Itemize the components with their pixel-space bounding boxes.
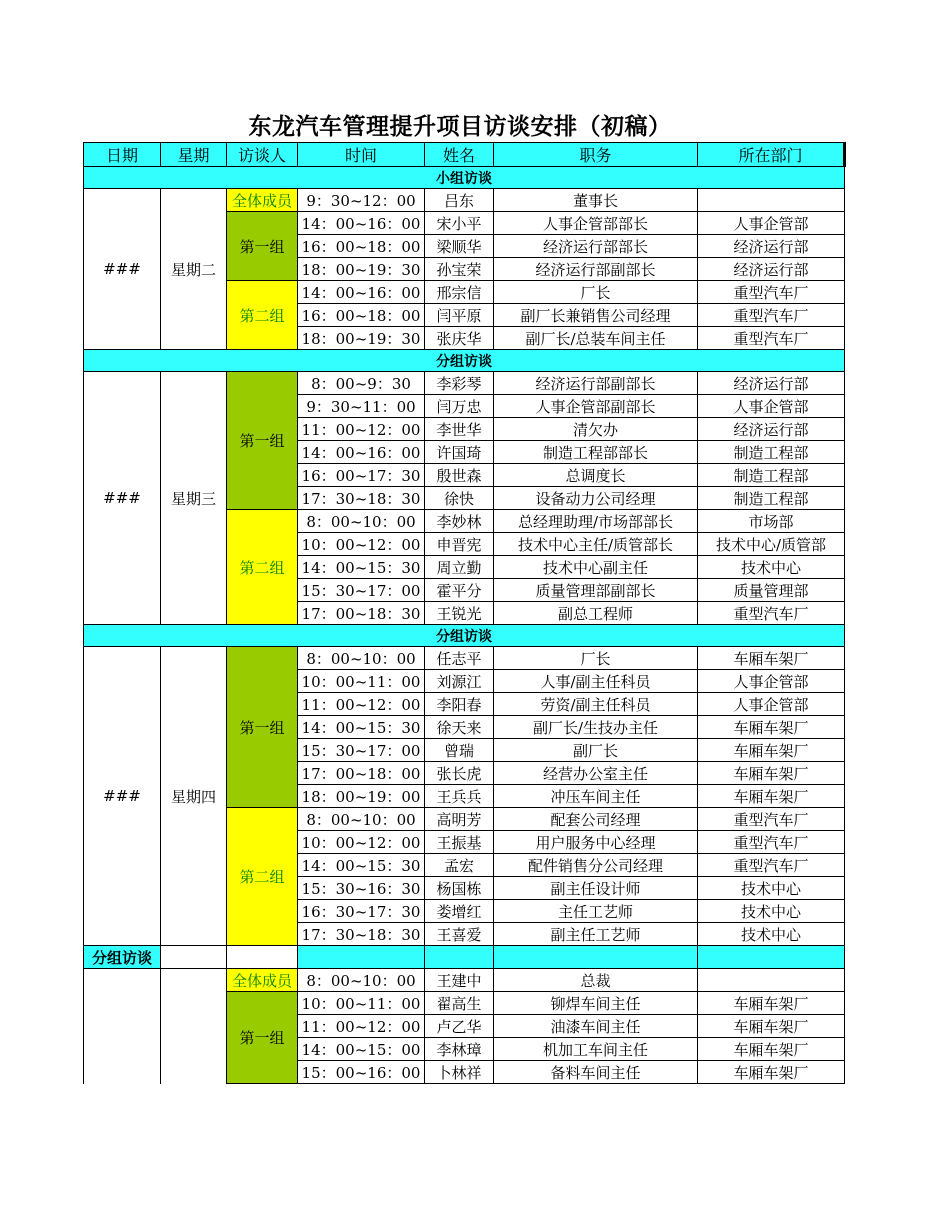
weekday-cell — [161, 969, 227, 1084]
position-cell: 经济运行部副部长 — [494, 258, 698, 281]
position-cell: 副厂长/总装车间主任 — [494, 327, 698, 350]
interview-schedule-table — [83, 142, 846, 1084]
section-cell-fill — [298, 946, 425, 969]
section-title: 小组访谈 — [84, 167, 845, 189]
position-cell: 人事/副主任科员 — [494, 670, 698, 693]
department-cell: 质量管理部 — [698, 579, 845, 602]
time-cell: 11：00~12：00 — [298, 693, 425, 716]
time-cell: 11：00~12：00 — [298, 418, 425, 441]
position-cell: 副厂长 — [494, 739, 698, 762]
position-cell: 质量管理部副部长 — [494, 579, 698, 602]
name-cell: 殷世森 — [425, 464, 494, 487]
position-cell: 配件销售分公司经理 — [494, 854, 698, 877]
section-row — [84, 946, 845, 969]
position-cell: 配套公司经理 — [494, 808, 698, 831]
name-cell: 许国琦 — [425, 441, 494, 464]
position-cell: 主任工艺师 — [494, 900, 698, 923]
name-cell: 高明芳 — [425, 808, 494, 831]
group-label: 全体成员 — [227, 189, 298, 212]
date-cell: ### — [84, 647, 161, 946]
name-cell: 闫万忠 — [425, 395, 494, 418]
time-cell: 8：00~10：00 — [298, 808, 425, 831]
name-cell: 徐快 — [425, 487, 494, 510]
time-cell: 8：00~9：30 — [298, 372, 425, 395]
weekday-cell: 星期二 — [161, 189, 227, 350]
position-cell: 技术中心副主任 — [494, 556, 698, 579]
department-cell: 技术中心 — [698, 556, 845, 579]
name-cell: 张庆华 — [425, 327, 494, 350]
section-cell-blank — [161, 946, 227, 969]
position-cell: 人事企管部副部长 — [494, 395, 698, 418]
department-cell: 重型汽车厂 — [698, 854, 845, 877]
position-cell: 冲压车间主任 — [494, 785, 698, 808]
time-cell: 14：00~15：30 — [298, 556, 425, 579]
header-interviewer: 访谈人 — [227, 143, 298, 167]
department-cell: 技术中心 — [698, 877, 845, 900]
department-cell: 车厢车架厂 — [698, 739, 845, 762]
department-cell: 经济运行部 — [698, 235, 845, 258]
department-cell: 重型汽车厂 — [698, 304, 845, 327]
time-cell: 17：30~18：30 — [298, 923, 425, 946]
department-cell: 人事企管部 — [698, 212, 845, 235]
department-cell: 制造工程部 — [698, 464, 845, 487]
department-cell: 重型汽车厂 — [698, 281, 845, 304]
name-cell: 翟高生 — [425, 992, 494, 1015]
name-cell: 娄增红 — [425, 900, 494, 923]
department-cell: 制造工程部 — [698, 487, 845, 510]
name-cell: 李妙林 — [425, 510, 494, 533]
name-cell: 孟宏 — [425, 854, 494, 877]
group-label: 第二组 — [227, 808, 298, 946]
weekday-cell: 星期四 — [161, 647, 227, 946]
time-cell: 14：00~16：00 — [298, 441, 425, 464]
department-cell: 技术中心 — [698, 900, 845, 923]
section-row — [84, 625, 845, 647]
department-cell: 人事企管部 — [698, 693, 845, 716]
time-cell: 8：00~10：00 — [298, 510, 425, 533]
group-label: 第一组 — [227, 372, 298, 510]
department-cell: 车厢车架厂 — [698, 1038, 845, 1061]
time-cell: 8：00~10：00 — [298, 647, 425, 670]
department-cell: 经济运行部 — [698, 258, 845, 281]
date-cell: ### — [84, 372, 161, 625]
section-cell-fill — [698, 946, 845, 969]
section-title: 分组访谈 — [84, 350, 845, 372]
position-cell: 劳资/副主任科员 — [494, 693, 698, 716]
name-cell: 王喜爱 — [425, 923, 494, 946]
section-cell-blank — [227, 946, 298, 969]
page-title: 东龙汽车管理提升项目访谈安排（初稿） — [248, 114, 672, 140]
time-cell: 9：30~12：00 — [298, 189, 425, 212]
position-cell: 副总工程师 — [494, 602, 698, 625]
department-cell: 重型汽车厂 — [698, 327, 845, 350]
section-cell-fill — [425, 946, 494, 969]
department-cell: 人事企管部 — [698, 670, 845, 693]
department-cell: 车厢车架厂 — [698, 647, 845, 670]
department-cell: 人事企管部 — [698, 395, 845, 418]
time-cell: 10：00~11：00 — [298, 670, 425, 693]
time-cell: 16：30~17：30 — [298, 900, 425, 923]
position-cell: 总调度长 — [494, 464, 698, 487]
name-cell: 吕东 — [425, 189, 494, 212]
group-label: 第一组 — [227, 647, 298, 808]
department-cell: 技术中心/质管部 — [698, 533, 845, 556]
header-time: 时间 — [298, 143, 425, 167]
time-cell: 17：00~18：30 — [298, 602, 425, 625]
time-cell: 10：00~12：00 — [298, 533, 425, 556]
header-position: 职务 — [494, 143, 698, 167]
group-label: 第一组 — [227, 212, 298, 281]
name-cell: 李阳春 — [425, 693, 494, 716]
name-cell: 霍平分 — [425, 579, 494, 602]
time-cell: 15：30~17：00 — [298, 739, 425, 762]
department-cell — [698, 969, 845, 992]
group-label: 第一组 — [227, 992, 298, 1084]
time-cell: 14：00~16：00 — [298, 212, 425, 235]
section-title: 分组访谈 — [84, 946, 161, 969]
name-cell: 王建中 — [425, 969, 494, 992]
time-cell: 9：30~11：00 — [298, 395, 425, 418]
department-cell: 车厢车架厂 — [698, 762, 845, 785]
group-label: 第二组 — [227, 510, 298, 625]
date-cell — [84, 969, 161, 1084]
section-cell-fill — [494, 946, 698, 969]
department-cell: 车厢车架厂 — [698, 992, 845, 1015]
department-cell: 制造工程部 — [698, 441, 845, 464]
position-cell: 人事企管部部长 — [494, 212, 698, 235]
time-cell: 8：00~10：00 — [298, 969, 425, 992]
position-cell: 董事长 — [494, 189, 698, 212]
position-cell: 铆焊车间主任 — [494, 992, 698, 1015]
name-cell: 曾瑞 — [425, 739, 494, 762]
time-cell: 14：00~16：00 — [298, 281, 425, 304]
department-cell: 车厢车架厂 — [698, 785, 845, 808]
department-cell: 技术中心 — [698, 923, 845, 946]
name-cell: 李彩琴 — [425, 372, 494, 395]
time-cell: 18：00~19：30 — [298, 258, 425, 281]
header-weekday: 星期 — [161, 143, 227, 167]
position-cell: 副主任设计师 — [494, 877, 698, 900]
name-cell: 卜林祥 — [425, 1061, 494, 1084]
name-cell: 张长虎 — [425, 762, 494, 785]
position-cell: 总裁 — [494, 969, 698, 992]
position-cell: 技术中心主任/质管部长 — [494, 533, 698, 556]
name-cell: 闫平原 — [425, 304, 494, 327]
group-label: 全体成员 — [227, 969, 298, 992]
name-cell: 李林璋 — [425, 1038, 494, 1061]
weekday-cell: 星期三 — [161, 372, 227, 625]
department-cell: 重型汽车厂 — [698, 808, 845, 831]
time-cell: 14：00~15：00 — [298, 1038, 425, 1061]
department-cell: 重型汽车厂 — [698, 602, 845, 625]
position-cell: 清欠办 — [494, 418, 698, 441]
section-row — [84, 167, 845, 189]
position-cell: 副主任工艺师 — [494, 923, 698, 946]
time-cell: 10：00~11：00 — [298, 992, 425, 1015]
time-cell: 14：00~15：30 — [298, 716, 425, 739]
department-cell: 车厢车架厂 — [698, 1015, 845, 1038]
name-cell: 孙宝荣 — [425, 258, 494, 281]
department-cell: 车厢车架厂 — [698, 1061, 845, 1084]
position-cell: 油漆车间主任 — [494, 1015, 698, 1038]
position-cell: 厂长 — [494, 647, 698, 670]
position-cell: 厂长 — [494, 281, 698, 304]
date-cell: ### — [84, 189, 161, 350]
name-cell: 李世华 — [425, 418, 494, 441]
header-department: 所在部门 — [698, 143, 845, 167]
position-cell: 备料车间主任 — [494, 1061, 698, 1084]
position-cell: 总经理助理/市场部部长 — [494, 510, 698, 533]
time-cell: 17：00~18：00 — [298, 762, 425, 785]
time-cell: 14：00~15：30 — [298, 854, 425, 877]
time-cell: 15：30~17：00 — [298, 579, 425, 602]
department-cell: 车厢车架厂 — [698, 716, 845, 739]
name-cell: 任志平 — [425, 647, 494, 670]
time-cell: 18：00~19：30 — [298, 327, 425, 350]
department-cell: 市场部 — [698, 510, 845, 533]
group-label: 第二组 — [227, 281, 298, 350]
name-cell: 周立勤 — [425, 556, 494, 579]
department-cell: 重型汽车厂 — [698, 831, 845, 854]
table-row — [84, 189, 845, 212]
department-cell: 经济运行部 — [698, 372, 845, 395]
section-title: 分组访谈 — [84, 625, 845, 647]
position-cell: 经营办公室主任 — [494, 762, 698, 785]
position-cell: 经济运行部部长 — [494, 235, 698, 258]
section-row — [84, 350, 845, 372]
name-cell: 刘源江 — [425, 670, 494, 693]
department-cell — [698, 189, 845, 212]
table-row — [84, 969, 845, 992]
name-cell: 申晋宪 — [425, 533, 494, 556]
time-cell: 15：30~16：30 — [298, 877, 425, 900]
time-cell: 11：00~12：00 — [298, 1015, 425, 1038]
position-cell: 设备动力公司经理 — [494, 487, 698, 510]
name-cell: 王兵兵 — [425, 785, 494, 808]
header-name: 姓名 — [425, 143, 494, 167]
time-cell: 16：00~17：30 — [298, 464, 425, 487]
time-cell: 18：00~19：00 — [298, 785, 425, 808]
name-cell: 卢乙华 — [425, 1015, 494, 1038]
header-row — [84, 143, 845, 167]
time-cell: 16：00~18：00 — [298, 304, 425, 327]
name-cell: 杨国栋 — [425, 877, 494, 900]
time-cell: 15：00~16：00 — [298, 1061, 425, 1084]
department-cell: 经济运行部 — [698, 418, 845, 441]
position-cell: 副厂长/生技办主任 — [494, 716, 698, 739]
position-cell: 经济运行部副部长 — [494, 372, 698, 395]
name-cell: 梁顺华 — [425, 235, 494, 258]
position-cell: 制造工程部部长 — [494, 441, 698, 464]
table-row — [84, 647, 845, 670]
header-date: 日期 — [84, 143, 161, 167]
name-cell: 徐天来 — [425, 716, 494, 739]
position-cell: 机加工车间主任 — [494, 1038, 698, 1061]
time-cell: 16：00~18：00 — [298, 235, 425, 258]
time-cell: 17：30~18：30 — [298, 487, 425, 510]
time-cell: 10：00~12：00 — [298, 831, 425, 854]
position-cell: 用户服务中心经理 — [494, 831, 698, 854]
name-cell: 邢宗信 — [425, 281, 494, 304]
table-row — [84, 372, 845, 395]
position-cell: 副厂长兼销售公司经理 — [494, 304, 698, 327]
name-cell: 宋小平 — [425, 212, 494, 235]
name-cell: 王振基 — [425, 831, 494, 854]
name-cell: 王锐光 — [425, 602, 494, 625]
